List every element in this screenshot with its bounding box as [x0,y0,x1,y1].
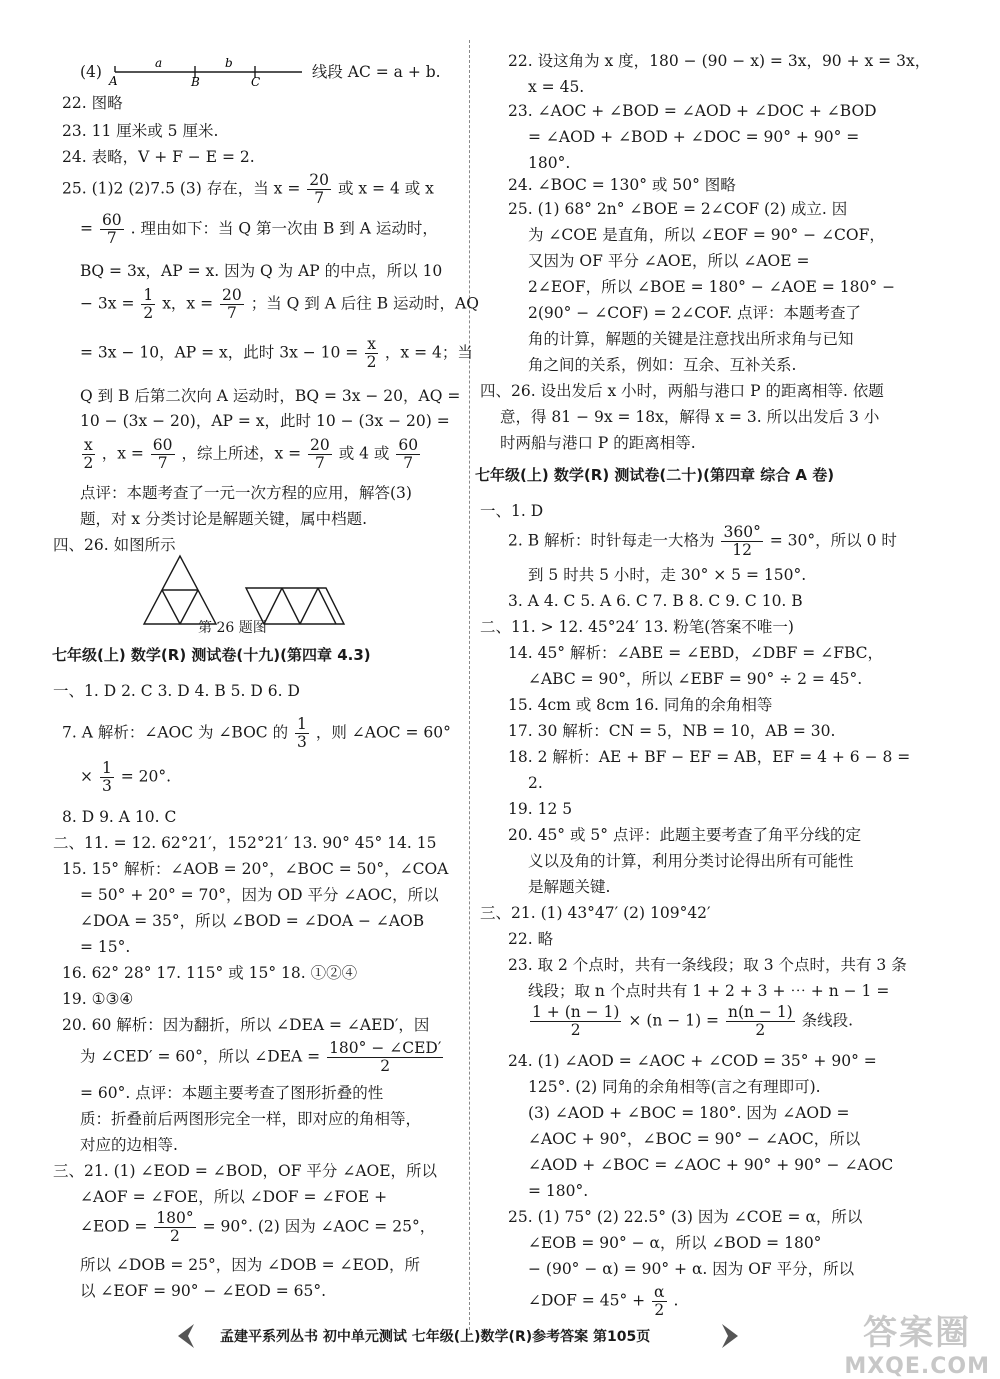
answer-line: 一、1. D 2. C 3. D 4. B 5. D 6. D [53,682,300,700]
answer-line: $\frac{1 + (n - 1)}{2}$ × (n − 1) = $\frac{n(n - 1)}{2}$ 条线段. [532,1003,854,1040]
fraction: $\frac{\text{180° − ∠CED′}}{2}$ [329,1039,442,1076]
answer-line: 所以 ∠DOB = 25°，因为 ∠DOB = ∠EOD，所 [80,1256,420,1274]
answer-line: 2∠EOF，所以 ∠BOE = 180° − ∠AOE = 180° − [528,278,896,296]
answer-line: − (90° − α) = 90° + α. 因为 OF 平分，所以 [528,1260,855,1278]
answer-line: 角的计算，解题的关键是注意找出所求角与已知 [528,330,854,348]
answer-line: 是解题关键. [528,878,611,896]
figure-caption: 第 26 题图 [198,620,267,636]
answer-line: = 60°. 点评：本题主要考查了图形折叠的性 [80,1084,384,1102]
answer-line: 为 ∠CED′ = 60°，所以 ∠DEA = $\frac{\text{180° − ∠CED′}}{2}$ [80,1039,442,1076]
fraction: $\frac{360^\circ}{12}$ [723,523,761,560]
fraction: $\frac{1 + (n - 1)}{2}$ [532,1003,620,1040]
answer-line: ∠AOC + 90°，∠BOC = 90° − ∠AOC，所以 [528,1130,861,1148]
answer-line: ∠ABC = 90°，所以 ∠EBF = 90° ÷ 2 = 45°. [528,670,863,688]
answer-line: BQ = 3x，AP = x. 因为 Q 为 AP 的中点，所以 10 [80,262,443,280]
answer-line: (3) ∠AOD + ∠BOC = 180°. 因为 ∠AOD = [528,1104,850,1122]
fraction: $\frac{x}{2}$ [83,436,94,473]
answer-line: 18. 2 解析：AE + BF − EF = AB，EF = 4 + 6 − 8 = [508,748,911,766]
answer-line: 时两船与港口 P 的距离相等. [500,434,696,452]
fraction: $\frac{60}{7}$ [152,436,173,473]
answer-line: 15. 4cm 或 8cm 16. 同角的余角相等 [508,696,773,714]
watermark: 答案圈 MXQE.COM [844,1313,990,1379]
answer-line: 为 ∠COE 是直角，所以 ∠EOF = 90° − ∠COF， [528,226,885,244]
answer-line: 二、11. > 12. 45°24′ 13. 粉笔(答案不唯一) [480,618,794,636]
answer-line: 题，对 x 分类讨论是解题关键，属中档题. [80,510,368,528]
answer-line: 到 5 时共 5 小时，走 30° × 5 = 150°. [528,566,807,584]
answer-line: ∠EOD = $\frac{180^\circ}{2}$ = 90°. (2) 因为 ∠AOC = 25°， [80,1209,436,1246]
answer-line: 三、21. (1) ∠EOD = ∠BOD，OF 平分 ∠AOE，所以 [53,1162,438,1180]
label-b: b [224,58,233,70]
answer-line: ∠EOB = 90° − α，所以 ∠BOD = 180° [528,1234,822,1252]
answer-line: 25. (1) 68° 2n° ∠BOE = 2∠COF (2) 成立. 因 [508,200,848,218]
answer-line: 19. 12 5 [508,800,573,818]
fraction: $\frac{n(n - 1)}{2}$ [727,1003,793,1040]
answer-line: = $\frac{60}{7}$ . 理由如下：当 Q 第一次由 B 到 A 运动时， [80,211,438,248]
answer-line: 22. 设这角为 x 度，180 − (90 − x) = 3x，90 + x = 3x， [508,52,931,70]
fraction: $\frac{180^\circ}{2}$ [156,1209,194,1246]
fraction: $\frac{60}{7}$ [398,436,419,473]
answer-line: 一、1. D [480,502,544,520]
answer-line: = 180°. [528,1182,589,1200]
fraction: $\frac{x}{2}$ [366,335,377,372]
answer-line: 四、26. 设出发后 x 小时，两船与港口 P 的距离相等. 依题 [480,382,884,400]
answer-line: 24. 表略，V + F − E = 2. [62,148,255,166]
answer-line: 义以及角的计算，利用分类讨论得出所有可能性 [528,852,854,870]
fraction: $\frac{20}{7}$ [222,286,242,323]
fraction: $\frac{1}{3}$ [101,759,112,796]
label-A: A [108,74,118,88]
answer-line: 20. 45° 或 5° 点评：此题主要考查了角平分线的定 [508,826,861,844]
answer-line: 线段；取 n 个点时共有 1 + 2 + 3 + ⋯ + n − 1 = [528,982,890,1000]
answer-line: 180°. [528,154,571,172]
answer-line: 二、11. = 12. 62°21′，152°21′ 13. 90° 45° 14. 15 [53,834,437,852]
answer-line: = 3x − 10，AP = x，此时 3x − 10 = $\frac{x}{2}$ ，x = 4；当 [80,335,473,372]
label-B: B [190,75,200,88]
answer-line: 质：折叠前后两图形完全一样，即对应的角相等， [80,1110,422,1128]
answer-line: 对应的边相等. [80,1136,178,1154]
test-19-title: 七年级(上) 数学(R) 测试卷(十九)(第四章 4.3) [52,646,371,664]
answer-line: ∠AOD + ∠BOC = ∠AOC + 90° + 90° − ∠AOC [528,1156,894,1174]
answer-line: ∠DOF = 45° + $\frac{\alpha}{2}$ . [528,1283,679,1320]
answer-line: 2(90° − ∠COF) = 2∠COF. 点评：本题考查了 [528,304,862,322]
answer-line: = 50° + 20° = 70°，因为 OD 平分 ∠AOC，所以 [80,886,439,904]
answer-line: 14. 45° 解析：∠ABE = ∠EBD，∠DBF = ∠FBC， [508,644,884,662]
answer-line: − 3x = $\frac{1}{2}$ x，x = $\frac{20}{7}$ ；当 Q 到 A 后往 B 运动时，AQ [80,286,479,323]
answer-line: 17. 30 解析：CN = 5，NB = 10，AB = 30. [508,722,836,740]
answer-line: 2. B 解析：时针每走一大格为 $\frac{360^\circ}{12}$ = 30°，所以 0 时 [508,523,897,560]
answer-line: ∠DOA = 35°，所以 ∠BOD = ∠DOA − ∠AOB [80,912,425,930]
answer-line: 三、21. (1) 43°47′ (2) 109°42′ [480,904,711,922]
answer-line: 3. A 4. C 5. A 6. C 7. B 8. C 9. C 10. B [508,592,803,610]
right-arrow-icon [716,1322,744,1350]
fraction: $\frac{60}{7}$ [101,211,122,248]
answer-line: 23. ∠AOC + ∠BOD = ∠AOD + ∠DOC + ∠BOD [508,102,877,120]
answer-line: 意，得 81 − 9x = 18x，解得 x = 3. 所以出发后 3 小 [500,408,880,426]
answer-line: Q 到 B 后第二次向 A 运动时，BQ = 3x − 20，AQ = [80,387,461,405]
answer-line: 四、26. 如图所示 [53,536,176,554]
answer-line: × $\frac{1}{3}$ = 20°. [80,759,172,796]
q21-4: (4) a b A B C 线段 AC = a + b. [80,58,441,88]
answer-line: 23. 取 2 个点时，共有一条线段；取 3 个点时，共有 3 条 [508,956,907,974]
answer-line: 20. 60 解析：因为翻折，所以 ∠DEA = ∠AED′，因 [62,1016,430,1034]
label-a: a [154,58,163,70]
fraction: $\frac{1}{2}$ [143,286,154,323]
answer-line: 25. (1)2 (2)7.5 (3) 存在，当 x = $\frac{20}{7}$ 或 x = 4 或 x [62,171,434,208]
left-arrow-icon [172,1322,200,1350]
answer-line: 24. (1) ∠AOD = ∠AOC + ∠COD = 35° + 90° = [508,1052,877,1070]
test-20-title: 七年级(上) 数学(R) 测试卷(二十)(第四章 综合 A 卷) [475,466,835,484]
answer-line: 22. 图略 [62,94,123,112]
answer-line: x = 45. [528,78,585,96]
answer-line: 24. ∠BOC = 130° 或 50° 图略 [508,176,736,194]
fraction: $\frac{\alpha}{2}$ [654,1283,665,1320]
fraction: $\frac{20}{7}$ [309,171,329,208]
answer-line: 16. 62° 28° 17. 115° 或 15° 18. ①②④ [62,964,358,982]
answer-line: 以 ∠EOF = 90° − ∠EOD = 65°. [80,1282,327,1300]
answer-line: 23. 11 厘米或 5 厘米. [62,122,219,140]
answer-line: 10 − (3x − 20)，AP = x，此时 10 − (3x − 20) = [80,412,450,430]
answer-line: 19. ①③④ [62,990,134,1008]
answer-line: 22. 略 [508,930,554,948]
segment-figure [107,58,307,88]
answer-line: 角之间的关系，例如：互余、互补关系. [528,356,797,374]
answer-line: 点评：本题考查了一元一次方程的应用，解答(3) [80,484,412,502]
answer-line: 8. D 9. A 10. C [62,808,177,826]
fraction: $\frac{20}{7}$ [310,436,330,473]
answer-line: 125°. (2) 同角的余角相等(言之有理即可). [528,1078,821,1096]
answer-line: ∠AOF = ∠FOE，所以 ∠DOF = ∠FOE + [80,1188,388,1206]
fraction: $\frac{1}{3}$ [297,715,307,752]
answer-line: 7. A 解析：∠AOC 为 ∠BOC 的 $\frac{1}{3}$ ，则 ∠AOC = 60° [62,715,451,752]
answer-line: = 15°. [80,938,131,956]
answer-line: 又因为 OF 平分 ∠AOE，所以 ∠AOE = [528,252,810,270]
answer-line: $\frac{x}{2}$ ，x = $\frac{60}{7}$ ，综上所述，x = $\frac{20}{7}$ 或 4 或 $\frac{60}{7}$ [83,436,419,473]
column-divider [469,40,470,1330]
footer-text: 孟建平系列丛书 初中单元测试 七年级(上)数学(R)参考答案 第105页 [220,1329,651,1345]
label-C: C [250,75,261,88]
answer-line: = ∠AOD + ∠BOD + ∠DOC = 90° + 90° = [528,128,860,146]
answer-line: 2. [528,774,543,792]
answer-line: 15. 15° 解析：∠AOB = 20°，∠BOC = 50°，∠COA [62,860,449,878]
answer-line: 25. (1) 75° (2) 22.5° (3) 因为 ∠COE = α，所以 [508,1208,863,1226]
